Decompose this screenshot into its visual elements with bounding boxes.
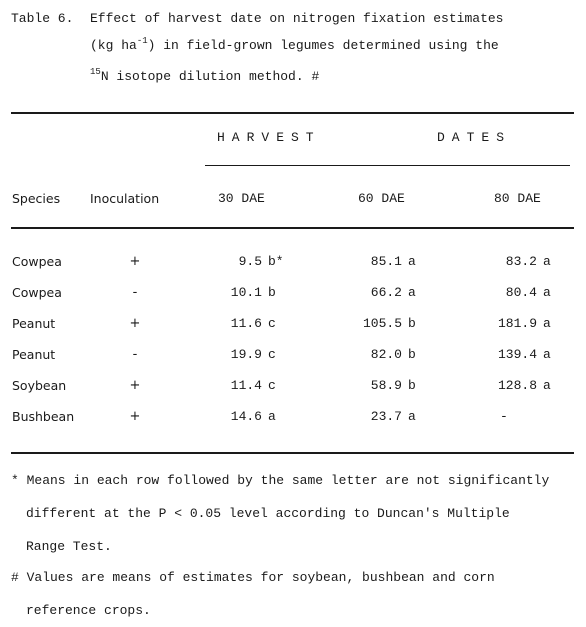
cell-species: Peanut	[12, 316, 56, 331]
table-row	[0, 254, 586, 274]
cell-60-dae: 82.0	[370, 347, 402, 362]
header-group-rule	[205, 165, 570, 166]
header-inoculation: Inoculation	[90, 191, 160, 206]
cell-30-dae: 14.6	[230, 409, 262, 424]
table-label: Table 6.	[11, 11, 74, 26]
cell-30-dae-letter: c	[268, 378, 276, 393]
table-row	[0, 285, 586, 305]
cell-60-dae: 105.5	[362, 316, 402, 331]
cell-80-dae-letter: a	[543, 285, 551, 300]
table-top-rule	[11, 112, 574, 114]
cell-species: Peanut	[12, 347, 56, 362]
cell-80-dae-letter: a	[543, 347, 551, 362]
cell-30-dae: 11.6	[230, 316, 262, 331]
header-30-dae: 30 DAE	[218, 191, 265, 206]
cell-60-dae-letter: a	[408, 254, 416, 269]
table-row	[0, 378, 586, 398]
footnote-line: Range Test.	[26, 539, 112, 554]
caption-line-2: (kg $ha^{-1}$) in field-grown legumes determined using the	[90, 36, 499, 53]
cell-60-dae: 66.2	[370, 285, 402, 300]
cell-60-dae: 58.9	[370, 378, 402, 393]
cell-inoculation: +	[129, 409, 141, 424]
table-row	[0, 347, 586, 367]
cell-80-dae-letter: a	[543, 316, 551, 331]
caption-line-1: Effect of harvest date on nitrogen fixation estimates	[90, 11, 504, 26]
cell-80-dae: 139.4	[497, 347, 537, 362]
cell-80-dae: 83.2	[505, 254, 537, 269]
cell-30-dae: 9.5	[238, 254, 262, 269]
cell-species: Cowpea	[12, 254, 62, 269]
cell-inoculation: -	[132, 285, 138, 300]
cell-30-dae-letter: b	[268, 285, 276, 300]
cell-60-dae-letter: b	[408, 316, 416, 331]
cell-80-dae: 80.4	[505, 285, 537, 300]
cell-30-dae-letter: b*	[268, 254, 284, 269]
cell-60-dae-letter: b	[408, 378, 416, 393]
header-80-dae: 80 DAE	[494, 191, 541, 206]
caption-line-3: $^{15}$N isotope dilution method. #	[90, 67, 320, 84]
cell-60-dae: 85.1	[370, 254, 402, 269]
cell-inoculation: +	[129, 378, 141, 393]
footnote-line: reference crops.	[26, 603, 151, 618]
cell-60-dae-letter: a	[408, 409, 416, 424]
cell-inoculation: +	[129, 254, 141, 269]
cell-30-dae: 11.4	[230, 378, 262, 393]
header-60-dae: 60 DAE	[358, 191, 405, 206]
cell-30-dae-letter: c	[268, 347, 276, 362]
header-bottom-rule	[11, 227, 574, 229]
footnote-significance	[11, 464, 581, 563]
footnote-values	[11, 561, 581, 627]
table-row	[0, 409, 586, 429]
cell-80-dae-letter: a	[543, 378, 551, 393]
cell-80-dae: 181.9	[497, 316, 537, 331]
cell-30-dae-letter: c	[268, 316, 276, 331]
cell-inoculation: +	[129, 316, 141, 331]
cell-60-dae: 23.7	[370, 409, 402, 424]
cell-30-dae-letter: a	[268, 409, 276, 424]
cell-30-dae: 19.9	[230, 347, 262, 362]
cell-species: Cowpea	[12, 285, 62, 300]
cell-80-dae-letter: a	[543, 254, 551, 269]
cell-60-dae-letter: a	[408, 285, 416, 300]
footnote-line: # Values are means of estimates for soybean, bushbean and corn	[11, 570, 495, 585]
cell-60-dae-letter: b	[408, 347, 416, 362]
cell-species: Soybean	[12, 378, 67, 393]
table-row	[0, 316, 586, 336]
footnote-line: different at the P < 0.05 level according to Duncan's Multiple	[26, 506, 510, 521]
cell-inoculation: -	[132, 347, 138, 362]
cell-80-dae: 128.8	[497, 378, 537, 393]
header-group-dates: DATES	[437, 130, 512, 145]
cell-species: Bushbean	[12, 409, 75, 424]
header-group-harvest: HARVEST	[217, 130, 321, 145]
footnote-line: * Means in each row followed by the same letter are not significantly	[11, 473, 550, 488]
table-bottom-rule	[11, 452, 574, 454]
cell-30-dae: 10.1	[230, 285, 262, 300]
header-species: Species	[12, 191, 61, 206]
cell-80-dae: -	[500, 409, 508, 424]
